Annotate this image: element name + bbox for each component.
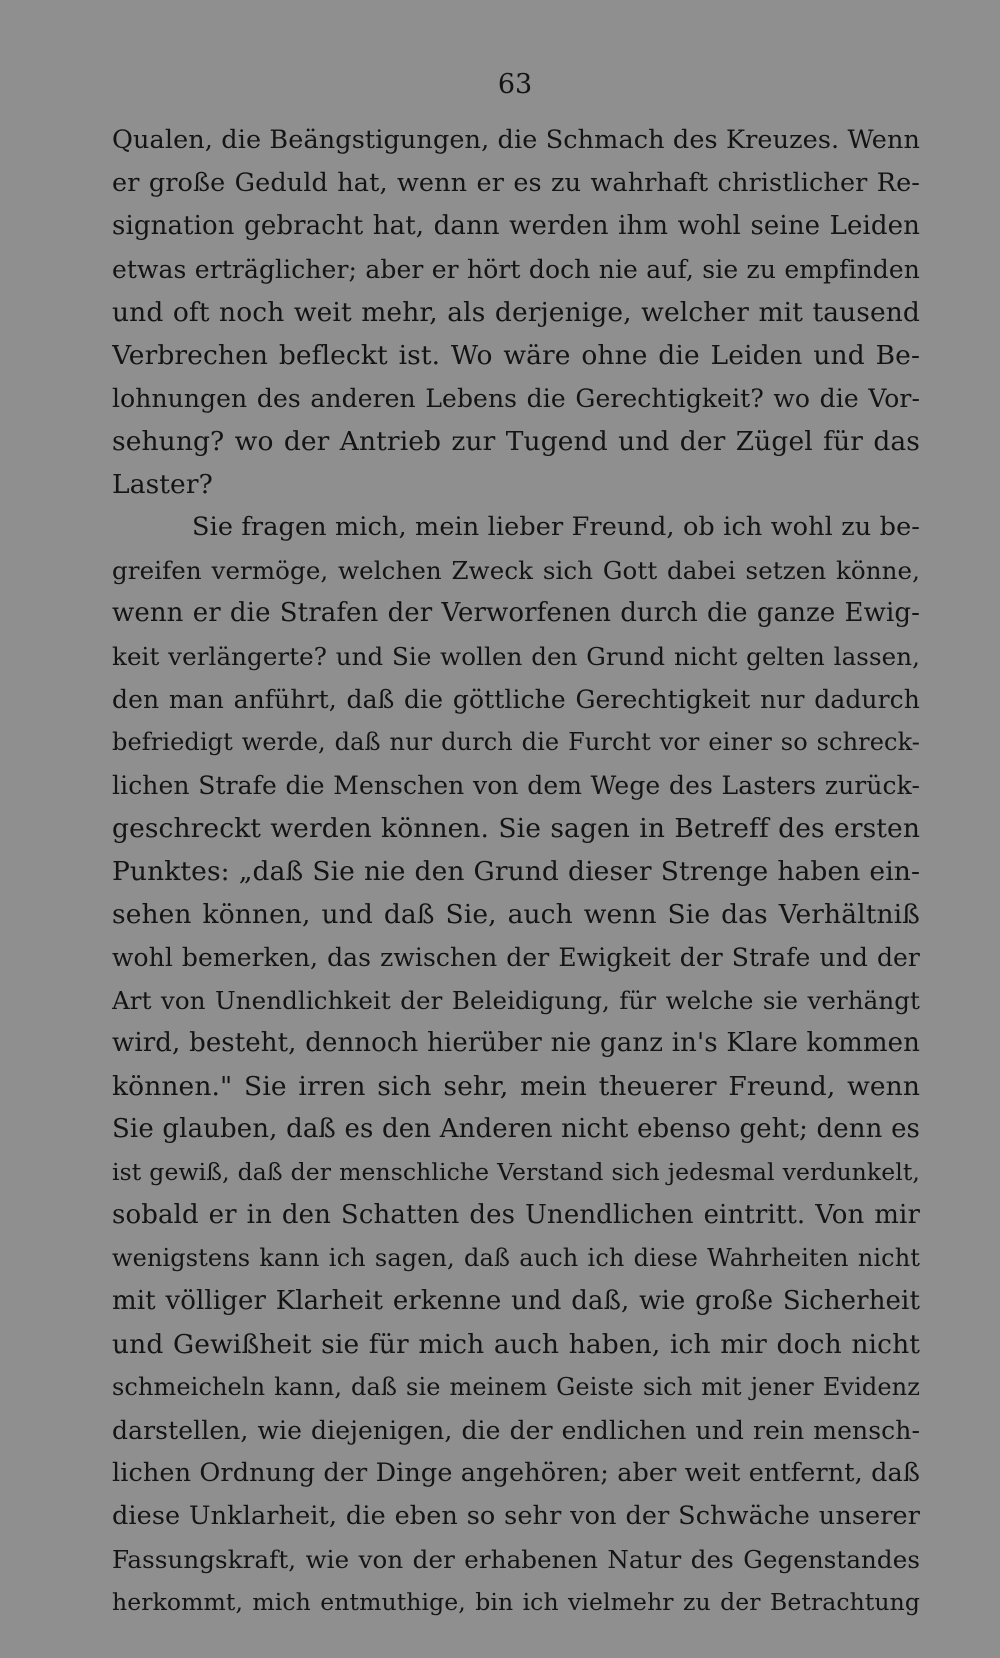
text-line: geschreckt werden können. Sie sagen in Betreff des ersten: [112, 813, 920, 844]
text-line: Verbrechen befleckt ist. Wo wäre ohne die Leiden und Be-: [112, 340, 920, 371]
text-line: Qualen, die Beängstigungen, die Schmach des Kreuzes. Wenn: [112, 125, 920, 155]
text-line: lichen Strafe die Menschen von dem Wege des Lasters zurück-: [112, 771, 920, 800]
text-line: Sie fragen mich, mein lieber Freund, ob ich wohl zu be-: [192, 512, 920, 542]
text-line: diese Unklarheit, die eben so sehr von der Schwäche unserer: [112, 1501, 920, 1531]
text-line: ist gewiß, daß der menschliche Verstand sich jedesmal verdunkelt,: [112, 1158, 920, 1186]
page-number: 63: [497, 69, 533, 100]
text-line: wenn er die Strafen der Verworfenen durch die ganze Ewig-: [112, 598, 920, 628]
text-line: sehen können, und daß Sie, auch wenn Sie das Verhältniß: [112, 899, 920, 930]
text-line: sehung? wo der Antrieb zur Tugend und der Zügel für das: [112, 426, 920, 457]
text-line: lohnungen des anderen Lebens die Gerechtigkeit? wo die Vor-: [112, 384, 920, 413]
text-line: schmeicheln kann, daß sie meinem Geiste sich mit jener Evidenz: [112, 1373, 920, 1401]
text-line: wird, besteht, dennoch hierüber nie ganz in's Klare kommen: [112, 1028, 920, 1058]
text-line: Fassungskraft, wie von der erhabenen Natur des Gegenstandes: [112, 1545, 920, 1574]
text-line: darstellen, wie diejenigen, die der endlichen und rein mensch-: [112, 1416, 920, 1445]
text-line: mit völliger Klarheit erkenne und daß, wie große Sicherheit: [112, 1286, 920, 1316]
text-line: wohl bemerken, das zwischen der Ewigkeit der Strafe und der: [112, 943, 920, 972]
text-line: signation gebracht hat, dann werden ihm wohl seine Leiden: [112, 211, 920, 241]
text-line: und oft noch weit mehr, als derjenige, welcher mit tausend: [112, 297, 920, 328]
text-line: greifen vermöge, welchen Zweck sich Gott dabei setzen könne,: [112, 556, 920, 585]
text-line: Art von Unendlichkeit der Beleidigung, für welche sie verhängt: [112, 986, 920, 1015]
text-line: Sie glauben, daß es den Anderen nicht ebenso geht; denn es: [112, 1114, 920, 1144]
text-line: etwas erträglicher; aber er hört doch nie auf, sie zu empfinden: [112, 255, 920, 284]
body-text: [112, 119, 920, 1624]
text-line: Punktes: „daß Sie nie den Grund dieser Strenge haben ein-: [112, 856, 920, 887]
text-line: und Gewißheit sie für mich auch haben, ich mir doch nicht: [112, 1329, 920, 1360]
text-line: können." Sie irren sich sehr, mein theuerer Freund, wenn: [112, 1071, 920, 1102]
text-line: herkommt, mich entmuthige, bin ich vielmehr zu der Betrachtung: [112, 1588, 920, 1616]
text-line: er große Geduld hat, wenn er es zu wahrhaft christlicher Re-: [112, 168, 920, 198]
text-line: befriedigt werde, daß nur durch die Furcht vor einer so schreck-: [112, 728, 920, 756]
text-line: wenigstens kann ich sagen, daß auch ich diese Wahrheiten nicht: [112, 1244, 920, 1272]
text-line: lichen Ordnung der Dinge angehören; aber weit entfernt, daß: [112, 1458, 920, 1488]
text-line: den man anführt, daß die göttliche Gerechtigkeit nur dadurch: [112, 685, 920, 714]
text-line: Laster?: [112, 469, 213, 500]
text-line: keit verlängerte? und Sie wollen den Grund nicht gelten lassen,: [112, 642, 920, 671]
text-line: sobald er in den Schatten des Unendlichen eintritt. Von mir: [112, 1200, 920, 1230]
